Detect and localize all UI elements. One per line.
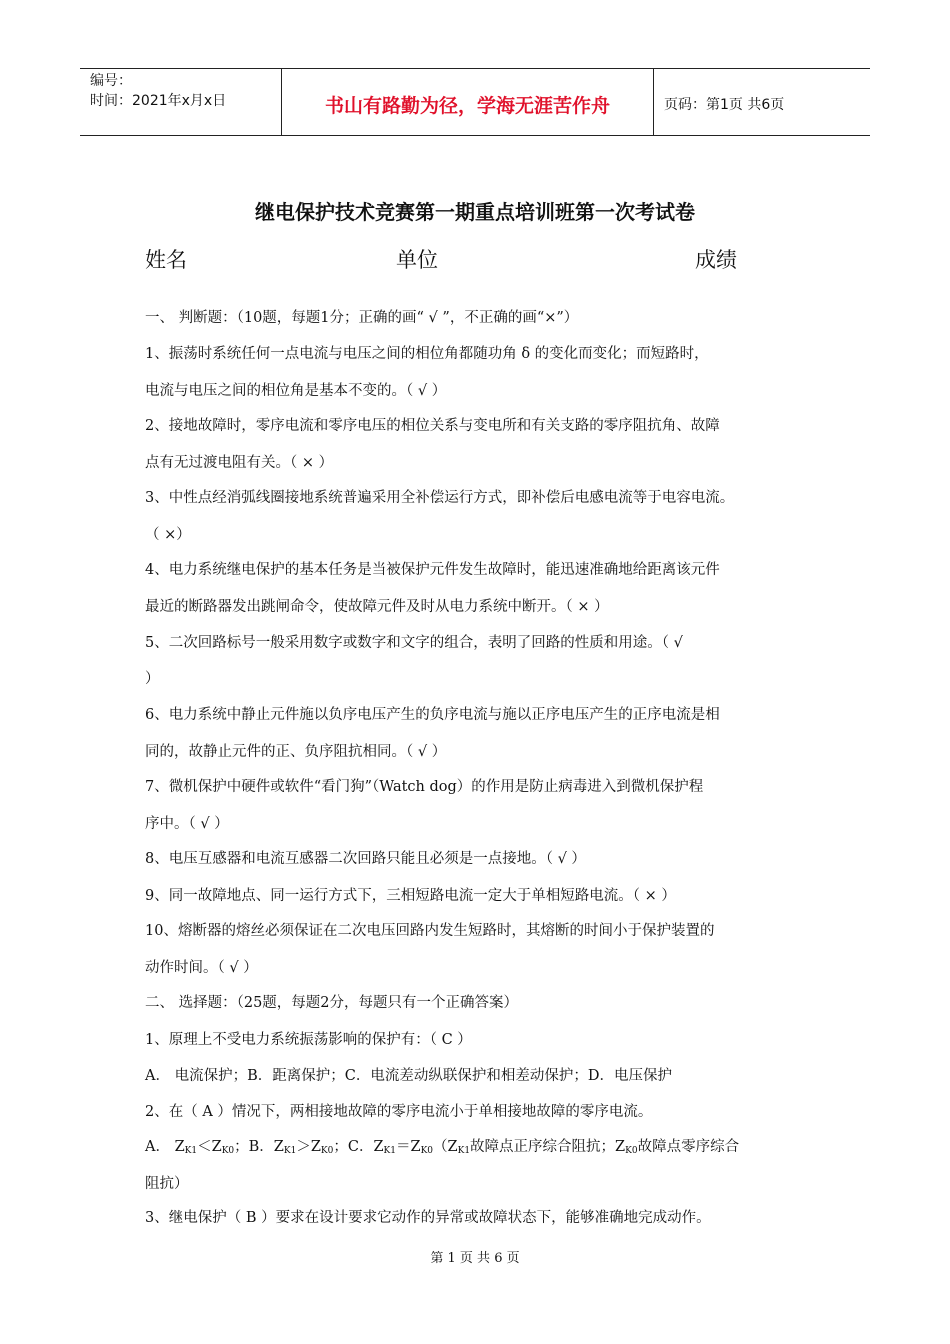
exam-line: 1、振荡时系统任何一点电流与电压之间的相位角都随功角 δ 的变化而变化；而短路时， [145, 346, 709, 362]
exam-line: 同的，故静止元件的正、负序阻抗相同。（ √ ） [145, 744, 447, 760]
exam-title: 继电保护技术竞赛第一期重点培训班第一次考试卷 [255, 200, 695, 224]
exam-line: 2、接地故障时，零序电流和零序电压的相位关系与变电所和有关支路的零序阻抗角、故障 [145, 418, 720, 434]
text-run: 故障点正序综合阻抗；Z [470, 1139, 626, 1155]
exam-line: 6、电力系统中静止元件施以负序电压产生的负序电流与施以正序电压产生的正序电流是相 [145, 707, 720, 723]
exam-line: 最近的断路器发出跳闸命令，使故障元件及时从电力系统中断开。（ × ） [145, 599, 609, 615]
unit-field-label: 单位 [396, 248, 438, 272]
exam-line: ） [145, 671, 160, 687]
exam-line: （ ×） [145, 527, 191, 543]
exam-line: A． 电流保护；B．距离保护；C．电流差动纵联保护和相差动保护；D．电压保护 [145, 1068, 672, 1084]
exam-line: 点有无过渡电阻有关。（ × ） [145, 455, 334, 471]
text-run: ＝Z [395, 1139, 421, 1155]
header-page-info: 页码：第1页 共6页 [664, 97, 785, 113]
page-footer: 第 1 页 共 6 页 [430, 1251, 520, 1266]
text-run: ；B．Z [234, 1139, 284, 1155]
exam-line: 10、熔断器的熔丝必须保证在二次电压回路内发生短路时，其熔断的时间小于保护装置的 [145, 923, 715, 939]
exam-line: 序中。（ √ ） [145, 816, 229, 832]
subscript: K1 [283, 1146, 297, 1156]
exam-line: 3、继电保护（ B ）要求在设计要求它动作的异常或故障状态下，能够准确地完成动作。 [145, 1210, 711, 1226]
header-motto: 书山有路勤为径，学海无涯苦作舟 [282, 69, 654, 135]
exam-line: 一、 判断题：（10题，每题1分；正确的画“ √ ”，不正确的画“×”） [145, 310, 579, 326]
text-run: ＜Z [197, 1139, 222, 1155]
text-run: A． Z [145, 1139, 185, 1155]
page-header [80, 68, 870, 136]
subscript: K1 [457, 1146, 471, 1156]
text-run: 故障点零序综合 [637, 1139, 740, 1155]
exam-line: 电流与电压之间的相位角是基本不变的。（ √ ） [145, 383, 447, 399]
subscript: K0 [320, 1146, 334, 1156]
exam-line: 9、同一故障地点、同一运行方式下，三相短路电流一定大于单相短路电流。（ × ） [145, 888, 676, 904]
exam-line: 7、微机保护中硬件或软件“看门狗”（Watch dog）的作用是防止病毒进入到微机保护程 [145, 779, 704, 795]
text-run: ＞Z [296, 1139, 321, 1155]
subscript: K0 [625, 1146, 638, 1156]
exam-line: 二、 选择题：（25题，每题2分，每题只有一个正确答案） [145, 995, 519, 1011]
exam-line: 3、中性点经消弧线圈接地系统普遍采用全补偿运行方式，即补偿后电感电流等于电容电流。 [145, 490, 735, 506]
text-run: ；C．Z [333, 1139, 384, 1155]
exam-line: 8、电压互感器和电流互感器二次回路只能且必须是一点接地。（ √ ） [145, 851, 586, 867]
document-date: 时间：2021年x月x日 [90, 93, 227, 109]
document-number-label: 编号： [90, 73, 132, 89]
header-meta [80, 69, 282, 135]
exam-line: 1、原理上不受电力系统振荡影响的保护有：（ C ） [145, 1032, 472, 1048]
name-field-label: 姓名 [145, 248, 187, 272]
score-field-label: 成绩 [695, 248, 737, 272]
subscript: K1 [184, 1146, 198, 1156]
exam-line: 5、二次回路标号一般采用数字或数字和文字的组合，表明了回路的性质和用途。（ √ [145, 635, 683, 651]
text-run: （Z [433, 1139, 458, 1155]
subscript: K1 [383, 1146, 396, 1156]
exam-line [145, 1135, 739, 1156]
subscript: K0 [221, 1146, 235, 1156]
exam-line: 阻抗） [145, 1176, 189, 1192]
exam-line: 动作时间。（ √ ） [145, 960, 258, 976]
exam-line: 4、电力系统继电保护的基本任务是当被保护元件发生故障时，能迅速准确地给距离该元件 [145, 562, 720, 578]
exam-line: 2、在（ A ）情况下，两相接地故障的零序电流小于单相接地故障的零序电流。 [145, 1104, 653, 1120]
subscript: K0 [420, 1146, 434, 1156]
